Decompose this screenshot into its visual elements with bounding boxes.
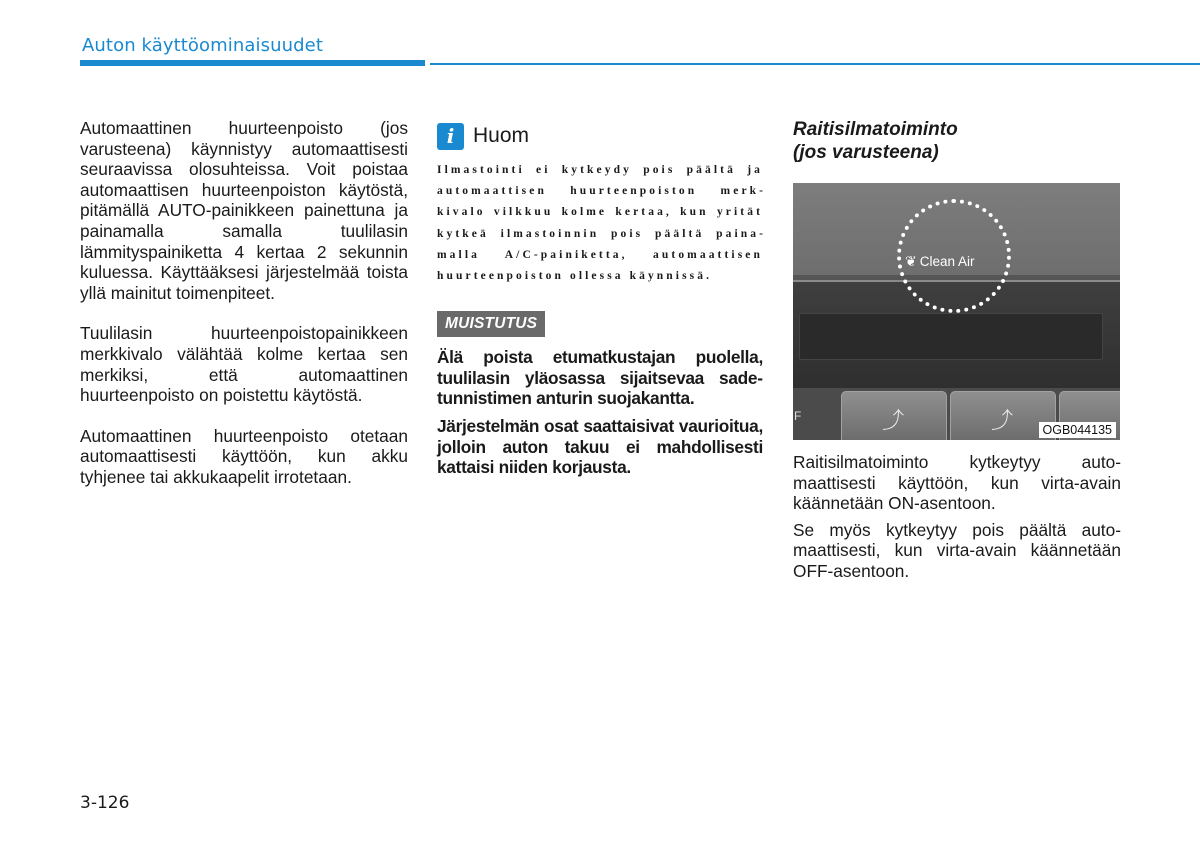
paragraph-battery-reset: Automaattinen huurteenpoisto otetaan automaattisesti käyttöön, kun akku tyhjenee tai akkukaapelit irrotetaan. — [80, 425, 408, 487]
paragraph-indicator-blink: Tuulilasin huurteenpoistopainikkeen merkkivalo välähtää kolme kertaa sen merkiksi, että automaattinen huurteenpoisto on poistettu käytöstä. — [80, 323, 408, 406]
paragraph-clean-air-on: Raitisilmatoiminto kytkeytyy automaattisesti käyttöön, kun virta-avain käännetään ON-asentoon. — [793, 452, 1121, 514]
right-column — [793, 118, 1121, 582]
figure-code: OGB044135 — [1039, 422, 1117, 438]
middle-column — [437, 120, 763, 478]
left-column — [80, 118, 408, 508]
heading-line-1: Raitisilmatoiminto — [793, 119, 958, 140]
clean-air-figure — [793, 183, 1120, 440]
info-icon: i — [437, 123, 464, 150]
header-rule-thin — [430, 63, 1200, 65]
figure-edge-letter: F — [794, 409, 802, 423]
vent-icon: ⤴ — [882, 408, 905, 433]
figure-vent-button — [841, 391, 947, 440]
paragraph-auto-defrost: Automaattinen huurteenpoisto (jos varusteena) käynnistyy automaattisesti seuraavissa olosuhteissa. Voit poistaa automaattisen huurteenpoiston käytöstä, pitämällä AUTO-painikkeen painettuna ja painamalla samalla tuulilasin lämmityspainiketta 4 kertaa 2 sekunnin kuluessa. Käyttääksesi järjestelmää toista yllä mainitut toimenpiteet. — [80, 118, 408, 303]
note-text: Ilmastointi ei kytkeydy pois päältä ja automaattisen huurteenpoiston merkkivalo vilkkuu kolme kertaa, kun yrität kytkeä ilmastoinnin pois päältä painamalla A/C-painiketta, automaattisen huurteenpoiston ollessa käynnissä. — [437, 164, 763, 283]
section-heading — [793, 118, 1121, 164]
section-title: Auton käyttöominaisuudet — [82, 35, 323, 56]
page-number: 3-126 — [80, 793, 130, 813]
vent-icon: ⤴ — [991, 408, 1014, 433]
caution-label: MUISTUTUS — [437, 311, 545, 337]
note-header — [437, 120, 763, 152]
clean-air-text: Clean Air — [919, 254, 975, 269]
caution-text: Älä poista etumatkustajan puolella, tuulilasin yläosassa sijaitsevaa sadetunnistimen anturin suojakantta. — [437, 347, 763, 409]
paragraph-clean-air-off: Se myös kytkeytyy pois päältä automaattisesti, kun virta-avain käännetään OFF-asentoon. — [793, 519, 1121, 581]
figure-display-screen — [799, 313, 1103, 360]
caution-text: Järjestelmän osat saattaisivat vaurioitua, jolloin auton takuu ei mahdollisesti kattaisi niiden korjausta. — [437, 416, 763, 478]
heading-line-2: (jos varusteena) — [793, 142, 939, 163]
note-title: Huom — [473, 124, 530, 147]
clean-air-label — [905, 253, 975, 270]
header-rule-thick — [80, 60, 425, 66]
leaf-icon: ❦ — [905, 253, 917, 269]
